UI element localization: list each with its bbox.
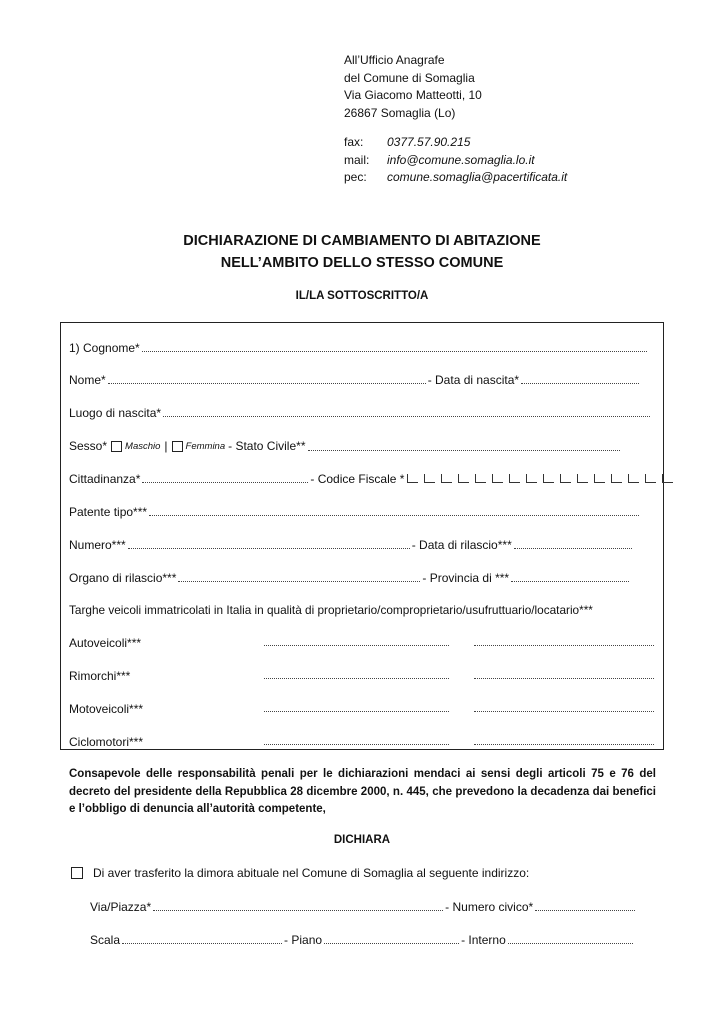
scala-label: Scala <box>90 933 121 947</box>
sesso-field <box>69 439 622 453</box>
scala-line[interactable] <box>122 934 282 944</box>
cf-cell[interactable] <box>526 474 537 483</box>
plate-line[interactable] <box>474 669 654 679</box>
motoveicoli-row[interactable] <box>69 702 654 718</box>
cf-cell[interactable] <box>424 474 435 483</box>
interno-label: - Interno <box>461 933 506 947</box>
data-nascita-label: - Data di nascita* <box>427 373 520 387</box>
recipient-address <box>344 52 482 122</box>
stato-civile-label: - Stato Civile** <box>228 439 306 453</box>
plate-line[interactable] <box>264 735 449 745</box>
civico-line[interactable] <box>535 901 635 911</box>
organo-rilascio-line[interactable] <box>178 572 420 582</box>
data-rilascio-line[interactable] <box>514 539 632 549</box>
numero-label: Numero*** <box>69 538 126 552</box>
numero-patente-field[interactable] <box>69 538 634 552</box>
cittadinanza-field[interactable] <box>69 472 673 486</box>
vehicle-label: Motoveicoli*** <box>69 702 144 716</box>
interno-line[interactable] <box>508 934 633 944</box>
cf-cell[interactable] <box>645 474 656 483</box>
contact-label: fax: <box>344 135 364 149</box>
trasferimento-checkbox[interactable] <box>71 867 83 879</box>
plate-line[interactable] <box>264 702 449 712</box>
targhe-heading: Targhe veicoli immatricolati in Italia in qualità di proprietario/comproprietario/usufruttuario/locatario*** <box>69 603 593 617</box>
autoveicoli-row[interactable] <box>69 636 654 652</box>
civico-label: - Numero civico* <box>445 900 534 914</box>
vehicle-label: Ciclomotori*** <box>69 735 144 749</box>
luogo-nascita-field[interactable] <box>69 406 652 420</box>
ciclomotori-row[interactable] <box>69 735 654 751</box>
vehicle-label: Autoveicoli*** <box>69 636 142 650</box>
recipient-line: del Comune di Somaglia <box>344 70 475 85</box>
organo-rilascio-label: Organo di rilascio*** <box>69 571 177 585</box>
cittadinanza-line[interactable] <box>142 473 308 483</box>
piano-label: - Piano <box>284 933 323 947</box>
recipient-line: Via Giacomo Matteotti, 10 <box>344 88 482 102</box>
plate-line[interactable] <box>474 702 654 712</box>
cf-cell[interactable] <box>560 474 571 483</box>
cf-cell[interactable] <box>628 474 639 483</box>
codice-fiscale-cells[interactable] <box>407 474 673 483</box>
sesso-label: Sesso* <box>69 439 108 453</box>
cf-cell[interactable] <box>611 474 622 483</box>
rimorchi-row[interactable] <box>69 669 654 685</box>
vehicle-label: Rimorchi*** <box>69 669 131 683</box>
organo-rilascio-field[interactable] <box>69 571 631 585</box>
stato-civile-line[interactable] <box>308 441 620 451</box>
data-rilascio-label: - Data di rilascio*** <box>411 538 512 552</box>
recipient-line: All’Ufficio Anagrafe <box>344 53 445 67</box>
patente-tipo-field[interactable] <box>69 505 641 519</box>
contact-label: pec: <box>344 170 367 184</box>
recipient-line: 26867 Somaglia (Lo) <box>344 105 456 120</box>
plate-line[interactable] <box>264 669 449 679</box>
cf-cell[interactable] <box>543 474 554 483</box>
luogo-nascita-line[interactable] <box>163 407 650 417</box>
contact-value: 0377.57.90.215 <box>387 135 471 149</box>
data-nascita-line[interactable] <box>521 374 639 384</box>
scala-field[interactable] <box>90 933 635 947</box>
declaration-paragraph: Consapevole delle responsabilità penali per le dichiarazioni mendaci ai sensi degli articoli 75 e 76 del decreto del presidente della Repubblica 28 dicembre 2000, n. 445, che prevedono la decadenza dai benefici e l’obbligo di denuncia all’autorità competente, <box>69 768 656 815</box>
luogo-nascita-label: Luogo di nascita* <box>69 406 162 420</box>
cittadinanza-label: Cittadinanza* <box>69 472 141 486</box>
cognome-line[interactable] <box>142 342 647 352</box>
femmina-label: Femmina <box>185 440 226 452</box>
dichiara-heading: DICHIARA <box>333 834 391 846</box>
contact-value[interactable]: info@comune.somaglia.lo.it <box>387 152 535 167</box>
numero-line[interactable] <box>128 539 410 549</box>
maschio-label: Maschio <box>125 440 161 452</box>
nome-field[interactable] <box>69 373 641 387</box>
nome-label: Nome* <box>69 373 106 387</box>
via-field[interactable] <box>90 900 637 914</box>
cf-cell[interactable] <box>594 474 605 483</box>
piano-line[interactable] <box>324 934 459 944</box>
provincia-line[interactable] <box>511 572 629 582</box>
via-label: Via/Piazza* <box>90 900 152 914</box>
cf-cell[interactable] <box>509 474 520 483</box>
contact-info <box>344 134 567 187</box>
patente-tipo-line[interactable] <box>149 506 639 516</box>
plate-line[interactable] <box>264 636 449 646</box>
trasferimento-label: Di aver trasferito la dimora abituale nel Comune di Somaglia al seguente indirizzo: <box>93 866 530 880</box>
cf-cell[interactable] <box>407 474 418 483</box>
separator: | <box>164 439 168 453</box>
cf-cell[interactable] <box>475 474 486 483</box>
cf-cell[interactable] <box>662 474 673 483</box>
cf-cell[interactable] <box>441 474 452 483</box>
provincia-label: - Provincia di *** <box>422 571 510 585</box>
contact-value[interactable]: comune.somaglia@pacertificata.it <box>387 170 568 184</box>
femmina-checkbox[interactable] <box>172 441 183 452</box>
cf-cell[interactable] <box>458 474 469 483</box>
cf-cell[interactable] <box>492 474 503 483</box>
contact-fax <box>344 134 567 152</box>
option-trasferimento[interactable] <box>69 866 529 880</box>
plate-line[interactable] <box>474 636 654 646</box>
contact-pec <box>344 169 567 187</box>
patente-tipo-label: Patente tipo*** <box>69 505 148 519</box>
cf-cell[interactable] <box>577 474 588 483</box>
cognome-field[interactable] <box>69 341 649 355</box>
section-subtitle: IL/LA SOTTOSCRITTO/A <box>295 290 429 302</box>
via-line[interactable] <box>153 901 443 911</box>
document-title: DICHIARAZIONE DI CAMBIAMENTO DI ABITAZIONE <box>183 233 541 249</box>
contact-label: mail: <box>344 152 370 167</box>
codice-fiscale-label: - Codice Fiscale * <box>310 472 405 486</box>
contact-mail <box>344 152 567 170</box>
plate-line[interactable] <box>474 735 654 745</box>
cognome-label: 1) Cognome* <box>69 341 140 355</box>
document-title-line2: NELL’AMBITO DELLO STESSO COMUNE <box>220 255 504 271</box>
nome-line[interactable] <box>108 374 426 384</box>
maschio-checkbox[interactable] <box>111 441 122 452</box>
